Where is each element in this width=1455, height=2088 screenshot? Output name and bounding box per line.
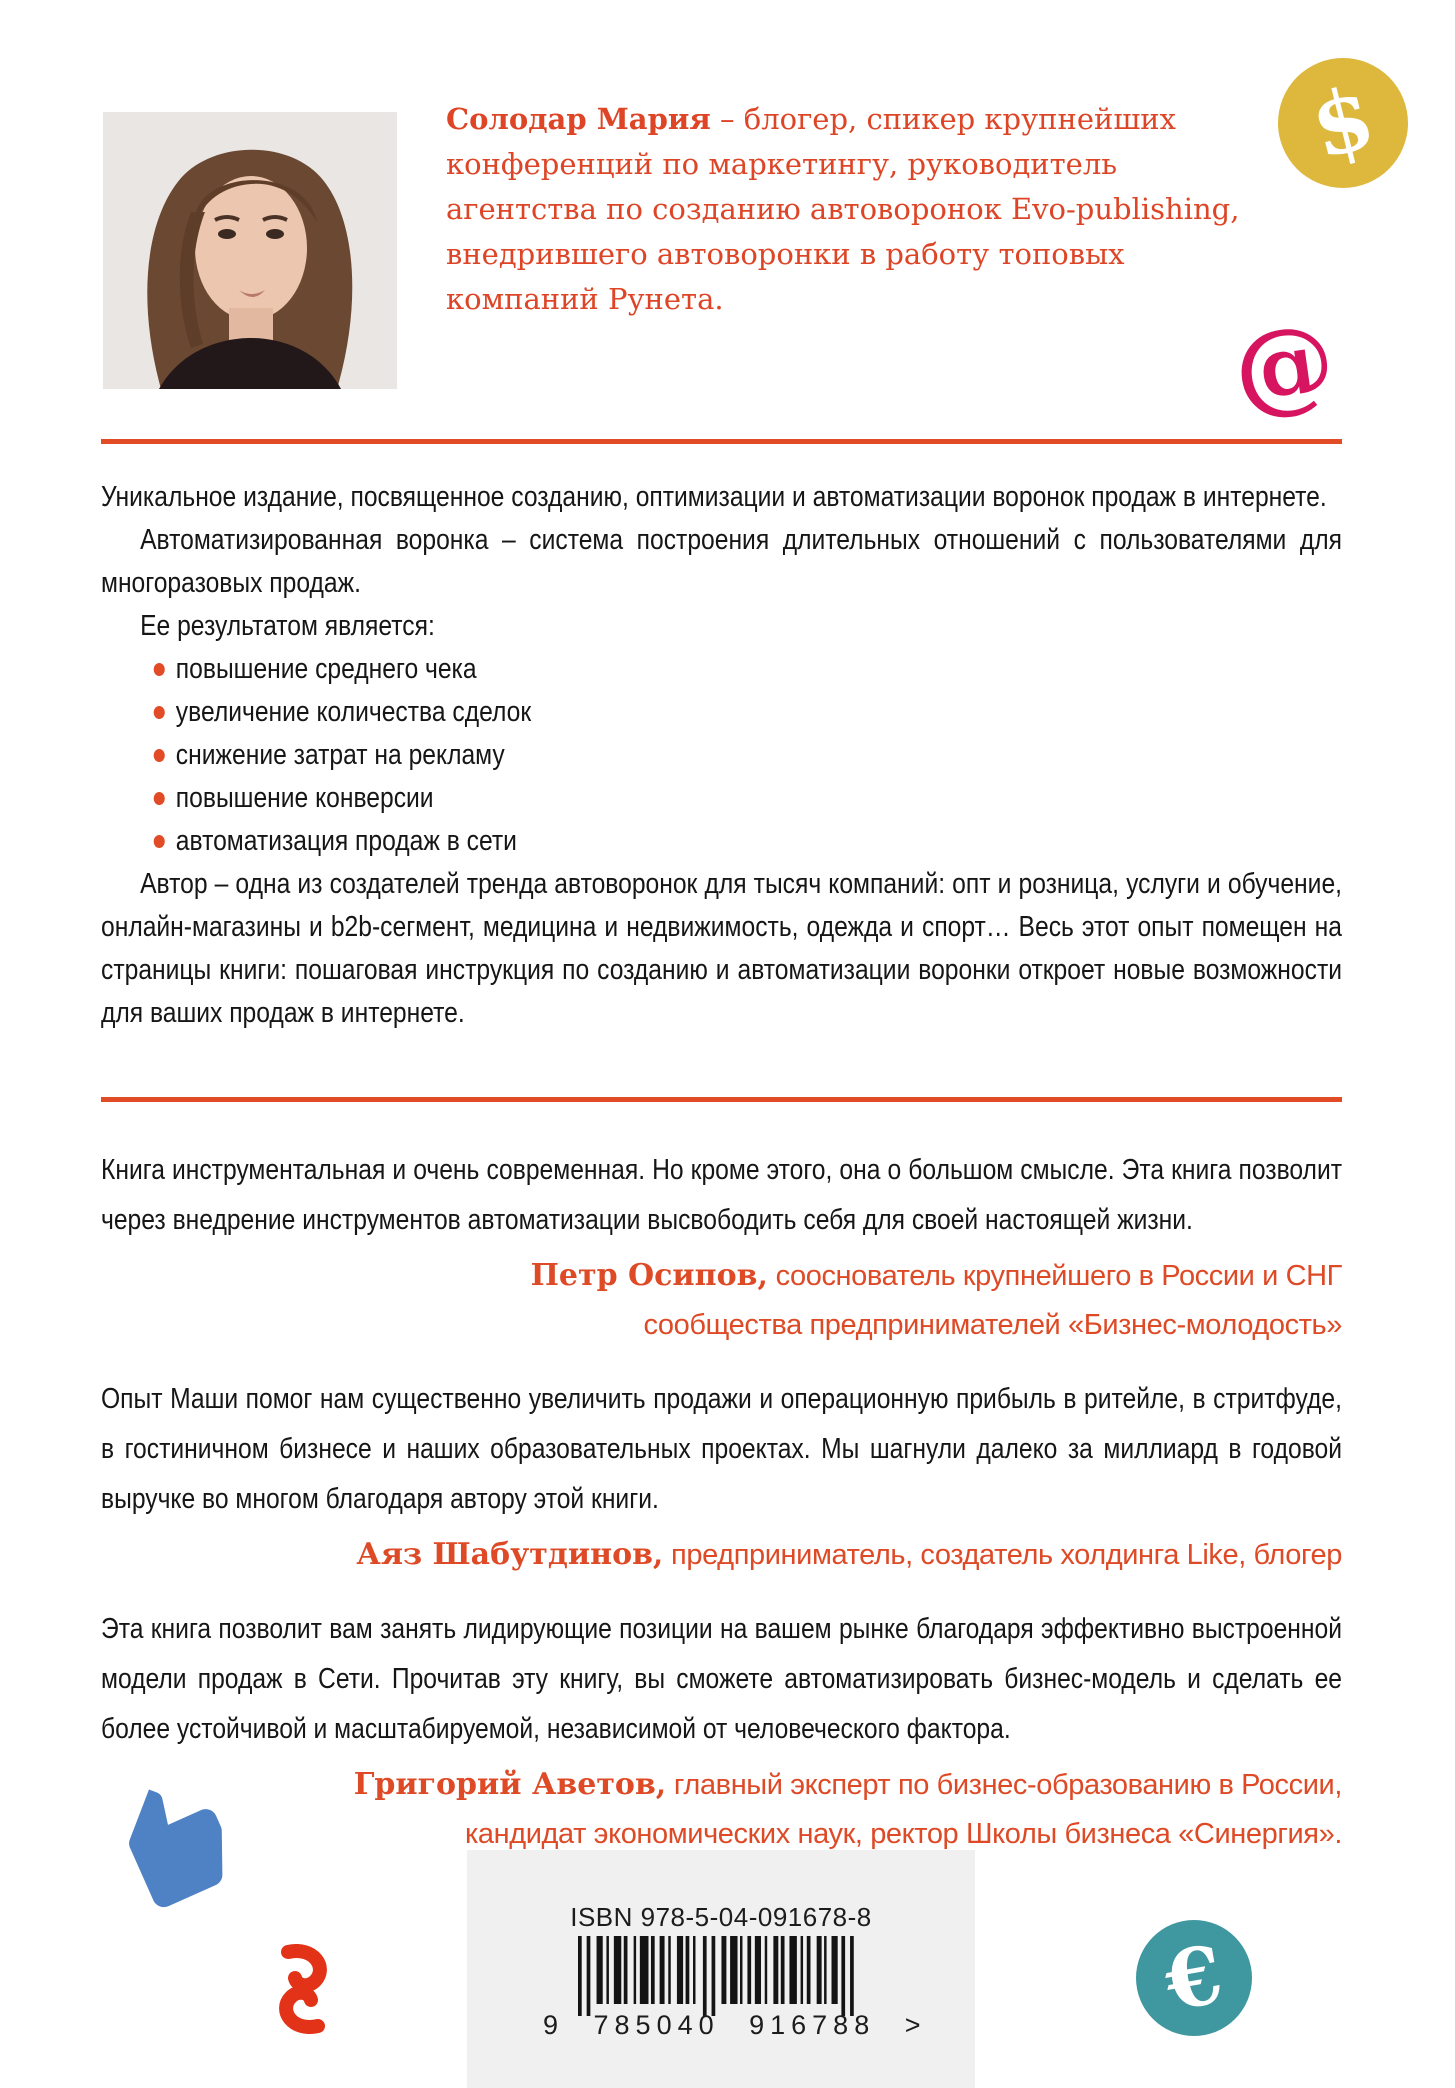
dollar-glyph: $ [1301,66,1385,179]
divider-top [101,439,1342,444]
bio-line: Солодар Мария – блогер, спикер крупнейших [446,102,1176,136]
description-paragraph: Ее результатом является: [140,610,435,642]
testimonial-attribution [101,1760,1342,1859]
divider-bottom [101,1097,1342,1102]
at-sign-icon: @ [1226,299,1342,431]
testimonial-author-name: Григорий Аветов, [353,1767,667,1802]
testimonial-author-role: предприниматель, создатель холдинга Like, блогер [663,1539,1342,1571]
isbn-label: ISBN 978-5-04-091678-8 [570,1902,872,1932]
author-bio [446,97,1240,322]
bullet-dot-icon [154,663,165,676]
author-photo [103,112,397,389]
testimonial-attribution [101,1251,1342,1350]
list-item: повышение конверсии [101,777,1342,820]
testimonial-text: Книга инструментальная и очень современная. Но кроме этого, она о большом смысле. Эта книга позволит через внедрение инструментов автоматизации высвободить себя для своей настоящей жизни. [101,1154,1342,1236]
author-name: Солодар Мария [446,102,711,136]
list-item: повышение среднего чека [101,648,1342,691]
eksmo-publisher-logo [272,1944,334,2034]
book-description [101,476,1342,1035]
bullet-dot-icon [154,706,165,719]
testimonial-author-name: Петр Осипов, [530,1258,768,1293]
description-paragraph: Автор – одна из создателей тренда автоворонок для тысяч компаний: опт и розница, услуги и обучение, онлайн-магазины и b2b-сегмент, медицина и недвижимость, одежда и спорт… Весь этот опыт помещен на страницы книги: пошаговая инструкция по созданию и автоматизации воронки откроет новые возможности для ваших продаж в интернете. [101,868,1343,1029]
list-item: снижение затрат на рекламу [101,734,1342,777]
euro-coin-icon [1136,1920,1252,2036]
testimonial-text: Опыт Маши помог нам существенно увеличить продажи и операционную прибыль в ритейле, в стритфуде, в гостиничном бизнесе и наших образовательных проектах. Мы шагнули далеко за миллиард в годовой выручке во многом благодаря автору этой книги. [101,1383,1342,1515]
bullet-dot-icon [154,792,165,805]
testimonial-author-role: сообщества предпринимателей «Бизнес-молодость» [643,1309,1342,1341]
barcode-bars [578,1936,855,2018]
dollar-coin-icon [1278,58,1408,188]
testimonial-author-role: кандидат экономических наук, ректор Школы бизнеса «Синергия». [464,1818,1342,1850]
barcode-block [467,1850,975,2088]
bio-line: агентства по созданию автоворонок Evo-publishing, [446,192,1240,226]
testimonial-author-role: главный эксперт по бизнес-образованию в России, [666,1769,1342,1801]
list-item: увеличение количества сделок [101,691,1342,734]
barcode-digits: 9 785040 916788 > [543,2010,927,2040]
bio-line: компаний Рунета. [446,282,724,316]
euro-glyph: € [1158,1926,1230,2030]
testimonial-author-role: сооснователь крупнейшего в России и СНГ [767,1260,1342,1292]
testimonial-author-name: Аяз Шабутдинов, [356,1537,664,1572]
bio-line: конференций по маркетингу, руководитель [446,147,1118,181]
list-item: автоматизация продаж в сети [101,820,1342,863]
bullet-dot-icon [154,835,165,848]
bullet-dot-icon [154,749,165,762]
description-paragraph: Уникальное издание, посвященное созданию, оптимизации и автоматизации воронок продаж в интернете. [101,481,1327,513]
testimonial-text: Эта книга позволит вам занять лидирующие позиции на вашем рынке благодаря эффективно выстроенной модели продаж в Сети. Прочитав эту книгу, вы сможете автоматизировать бизнес-модель и сделать ее более устойчивой и масштабируемой, независимой от человеческого фактора. [101,1613,1342,1745]
description-paragraph: Автоматизированная воронка – система построения длительных отношений с пользователями для многоразовых продаж. [101,524,1343,599]
testimonials-section [101,1145,1342,1859]
bio-line: внедрившего автоворонки в работу топовых [446,237,1125,271]
testimonial-attribution [101,1530,1342,1580]
author-portrait-graphic [103,112,397,389]
